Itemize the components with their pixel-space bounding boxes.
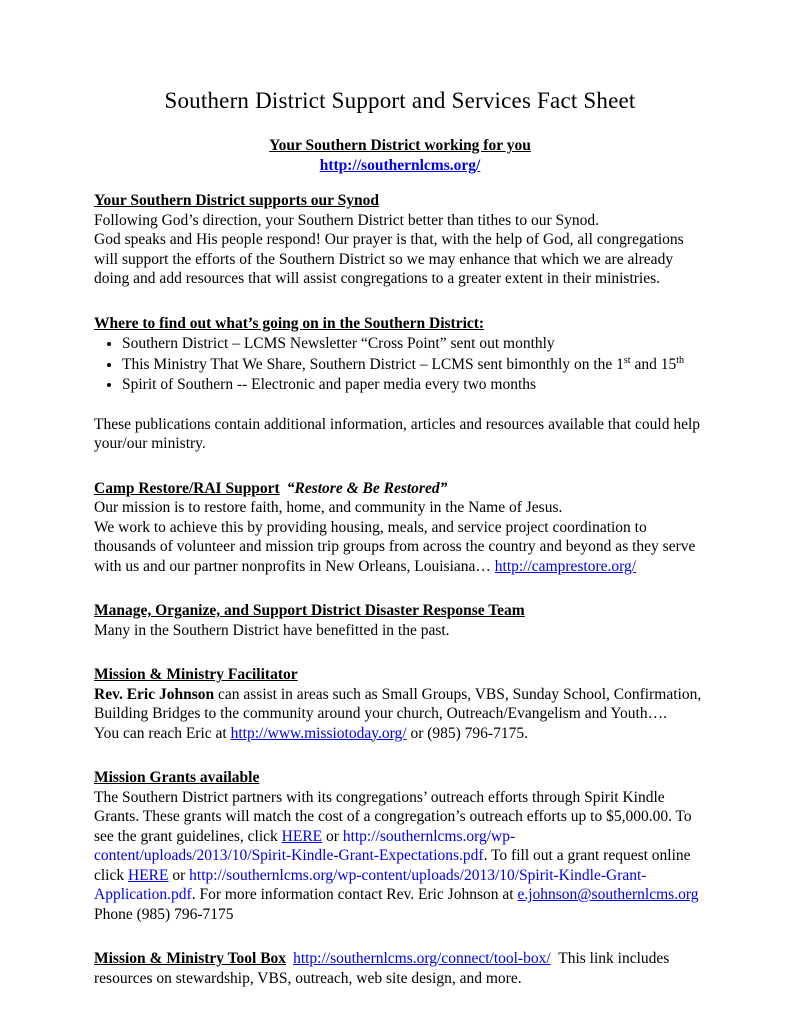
- camp-restore-motto: “Restore & Be Restored”: [286, 479, 448, 497]
- facilitator-description: can assist in areas such as Small Groups, VBS, Sunday School, Confirmation, Building Bridges to the community around your church, Outreach/Evangelism and Youth….: [94, 685, 702, 722]
- disaster-heading: Manage, Organize, and Support District Disaster Response Team: [94, 602, 525, 619]
- section-facilitator: [94, 665, 706, 743]
- toolbox-body: [94, 949, 706, 988]
- camp-restore-heading: Camp Restore/RAI Support: [94, 479, 280, 497]
- ordinal-superscript: th: [676, 354, 684, 366]
- facilitator-name: Rev. Eric Johnson: [94, 685, 215, 703]
- section-grants: [94, 768, 706, 924]
- section-camp-restore: [94, 479, 706, 577]
- grants-text: . To fill out a grant request online click: [94, 847, 691, 884]
- section-synod: [94, 191, 706, 289]
- synod-line1: Following God’s direction, your Southern District better than tithes to our Synod.: [94, 211, 599, 229]
- grants-phone: Phone (985) 796-7175: [94, 886, 703, 923]
- facilitator-body: [94, 685, 706, 724]
- camp-restore-body: [94, 518, 706, 577]
- contact-post-text: or (985) 796-7175.: [406, 724, 528, 742]
- facilitator-heading: Mission & Ministry Facilitator: [94, 666, 298, 683]
- missiotoday-link[interactable]: http://www.missiotoday.org/: [230, 724, 407, 742]
- publications-note: These publications contain additional information, articles and resources available that could help your/our ministry.: [94, 415, 701, 452]
- grants-text: . For more information contact Rev. Eric Johnson at: [191, 886, 518, 903]
- district-tagline: Your Southern District working for you: [269, 137, 531, 154]
- district-site-link[interactable]: http://southernlcms.org/: [319, 157, 481, 174]
- grant-expectations-url[interactable]: http://southernlcms.org/wp-content/uploads/2013/10/Spirit-Kindle-Grant-Expectations.pdf: [94, 827, 516, 864]
- grant-guidelines-here-link[interactable]: HERE: [281, 827, 323, 845]
- grant-application-url[interactable]: http://southernlcms.org/wp-content/uploads/2013/10/Spirit-Kindle-Grant-Application.pdf: [94, 866, 647, 903]
- grants-body: [94, 788, 706, 925]
- bullet-text: This Ministry That We Share, Southern District – LCMS sent bimonthly on the 1: [122, 355, 624, 373]
- grant-application-here-link[interactable]: HERE: [128, 866, 169, 884]
- synod-body: God speaks and His people respond! Our prayer is that, with the help of God, all congregations will support the efforts of the Southern District so we may enhance that which we are already doing and add resources that will assist congregations to a greater extent in their ministries.: [94, 231, 684, 287]
- bullet-text: and 15: [630, 355, 677, 373]
- facilitator-contact: [94, 724, 706, 744]
- bullet-item-spirit-of-southern: [122, 375, 706, 396]
- bullet-item-ministry-share: [122, 355, 706, 376]
- contact-pre-text: You can reach Eric at: [94, 724, 231, 742]
- section-disaster-response: [94, 601, 706, 640]
- bullet-text: Spirit of Southern -- Electronic and paper media every two months: [122, 376, 537, 393]
- ordinal-superscript: st: [623, 354, 631, 366]
- camprestore-link[interactable]: http://camprestore.org/: [494, 557, 637, 575]
- toolbox-link[interactable]: http://southernlcms.org/connect/tool-box/: [293, 950, 551, 967]
- camp-restore-line1: Our mission is to restore faith, home, and community in the Name of Jesus.: [94, 499, 563, 516]
- bullet-item-newsletter: [122, 334, 706, 355]
- disaster-body: Many in the Southern District have benefitted in the past.: [94, 621, 450, 639]
- synod-heading: Your Southern District supports our Synod: [94, 192, 379, 209]
- section-whats-going-on: [94, 314, 706, 454]
- bullet-list: [94, 334, 706, 396]
- email-link[interactable]: e.johnson@southernlcms.org: [517, 886, 699, 903]
- toolbox-heading: Mission & Ministry Tool Box: [94, 950, 287, 967]
- grants-text: or: [168, 866, 190, 884]
- grants-text: The Southern District partners with its congregations’ outreach efforts through Spirit Kindle Grants. These grants will match the cost of a congregation’s outreach efforts up to $5,000.00. To see the grant guidelines, click: [94, 788, 692, 845]
- camp-restore-heading-row: [94, 479, 706, 499]
- camp-restore-body-text: We work to achieve this by providing housing, meals, and service project coordination to thousands of volunteer and mission trip groups from across the country and beyond as they serve with us and our partner nonprofits in New Orleans, Louisiana…: [94, 518, 696, 575]
- header-block: [94, 136, 706, 176]
- page-title: Southern District Support and Services Fact Sheet: [164, 88, 636, 113]
- whats-going-on-heading: Where to find out what’s going on in the Southern District:: [94, 314, 485, 332]
- toolbox-description: This link includes resources on stewardship, VBS, outreach, web site design, and more.: [94, 950, 670, 987]
- grants-heading: Mission Grants available: [94, 769, 260, 786]
- grants-text: or: [322, 827, 343, 845]
- section-toolbox: [94, 949, 706, 988]
- bullet-text: Southern District – LCMS Newsletter “Cross Point” sent out monthly: [122, 335, 555, 352]
